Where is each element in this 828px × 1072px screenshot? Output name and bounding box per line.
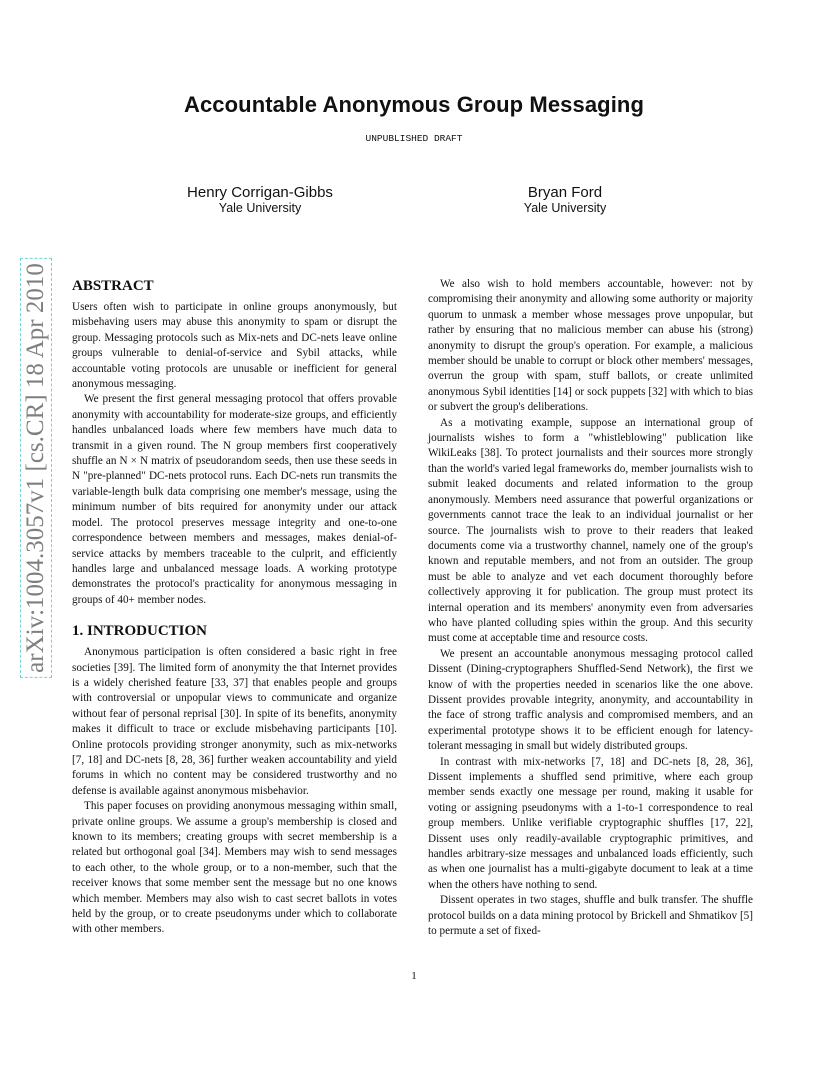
left-column	[72, 277, 397, 938]
body-paragraph: Dissent operates in two stages, shuffle and bulk transfer. The shuffle protocol builds on a data mining protocol by Brickell and Shmatikov [5] to permute a set of fixed-	[428, 894, 753, 938]
right-column	[428, 277, 753, 939]
author-name: Bryan Ford	[527, 184, 603, 201]
introduction-heading: 1. INTRODUCTION	[72, 623, 208, 640]
paper-title: Accountable Anonymous Group Messaging	[183, 92, 645, 117]
author-affiliation: Yale University	[218, 201, 302, 215]
author-affiliation: Yale University	[523, 201, 607, 215]
page-number: 1	[411, 970, 417, 982]
arxiv-stamp: arXiv:1004.3057v1 [cs.CR] 18 Apr 2010	[20, 258, 52, 678]
body-paragraph: This paper focuses on providing anonymous messaging within small, private online groups. We assume a group's membership is closed and known to its members; creating groups with secret membership is a related but orthogonal goal [34]. Members may wish to send messages to each other, to the whole group, or to a non-member, such that the receiver knows that some member sent the message but no one knows which member. Members may also wish to cast secret ballots in votes held by the group, or to create pseudonyms under which to collaborate with other members.	[72, 800, 397, 936]
body-paragraph: As a motivating example, suppose an international group of journalists wishes to form a "whistleblowing" publication like WikiLeaks [38]. To protect journalists and their sources more strongly than the world's varied legal frameworks do, member journalists wish to submit leaked documents and related information to the group anonymously. Members need assurance that powerful organizations or governments cannot trace the leak to an individual journalist or her source. The journalists wish to prove to their readers that leaked documents come via a trustworthy channel, namely one of the group's known and reputable members, and not from an outsider. The group must be able to analyze and vet each document thoroughly before collectively approving it for publication. The group must protect its internal operation and its members' anonymity even from adversaries who have planted colluding spies within the group. And this security must come at acceptable time and resource costs.	[428, 416, 753, 645]
abstract-heading: ABSTRACT	[72, 278, 154, 294]
body-paragraph: Anonymous participation is often considered a basic right in free societies [39]. The limited form of anonymity the that Internet provides is a widely cherished feature [33, 37] that enables people and groups with controversial or unpopular views to communicate and organize without fear of personal reprisal [30]. In spite of its benefits, anonymity makes it difficult to trace or exclude misbehaving participants [10]. Online protocols providing stronger anonymity, such as mix-networks [7, 18] and DC-nets [8, 28, 36] further weaken accountability and yield forums in which no content may be considered trustworthy and no defense is available against anonymous misbehavior.	[72, 646, 397, 797]
abstract-paragraph: We present the first general messaging protocol that offers provable anonymity with accountability for moderate-size groups, and efficiently handles unbalanced loads where few members have much data to transmit in a given round. The N group members first cooperatively shuffle an N × N matrix of pseudorandom seeds, then use these seeds in N "pre-planned" DC-nets protocol runs. Each DC-nets run transmits the variable-length bulk data comprising one member's message, using the minimum number of bits required for anonymity under our attack model. The protocol preserves message integrity and one-to-one correspondence between members and messages, makes denial-of-service attacks by members traceable to the culprit, and efficiently handles large and unbalanced message loads. A working prototype demonstrates the protocol's practicality for anonymous messaging in groups of 40+ member nodes.	[72, 393, 397, 606]
body-paragraph: We present an accountable anonymous messaging protocol called Dissent (Dining-cryptographers Shuffled-Send Network), the first we know of with the properties needed in scenarios like the one above. Dissent provides provable integrity, anonymity, and accountability in the face of strong traffic analysis and compromised members, and an experimental prototype shows it to be efficient enough for latency-tolerant messaging in small but widely distributed groups.	[428, 647, 753, 753]
abstract-paragraph: Users often wish to participate in online groups anonymously, but misbehaving users may abuse this anonymity to spam or disrupt the group. Messaging protocols such as Mix-nets and DC-nets leave online groups vulnerable to denial-of-service and Sybil attacks, while accountable voting protocols are unusable or inefficient for general anonymous messaging.	[72, 301, 397, 391]
body-paragraph: In contrast with mix-networks [7, 18] and DC-nets [8, 28, 36], Dissent implements a shuffled send primitive, where each group member sends exactly one message per round, making it usable for voting or assigning pseudonyms with a 1-to-1 correspondence to real group members. Unlike verifiable cryptographic shuffles [17, 22], Dissent uses only readily-available cryptographic primitives, and handles arbitrary-size messages and unbalanced loads efficiently, such as when one journalist has a multi-gigabyte document to leak at a time when the others have nothing to send.	[428, 755, 753, 891]
draft-label: UNPUBLISHED DRAFT	[365, 133, 463, 144]
author-name: Henry Corrigan-Gibbs	[187, 184, 333, 201]
body-paragraph: We also wish to hold members accountable, however: not by compromising their anonymity and allowing some authority or majority quorum to unmask a member whose messages prove unpopular, but rather by ensuring that no malicious member can abuse his (strong) anonymity to disrupt the group's operation. For example, a malicious member should be unable to corrupt or block other members' messages, overrun the group with spam, stuff ballots, or create unlimited anonymous Sybil identities [14] or sock puppets [32] with which to bias or subvert the group's deliberations.	[428, 278, 753, 414]
author-block	[160, 184, 360, 215]
author-block	[465, 184, 665, 215]
